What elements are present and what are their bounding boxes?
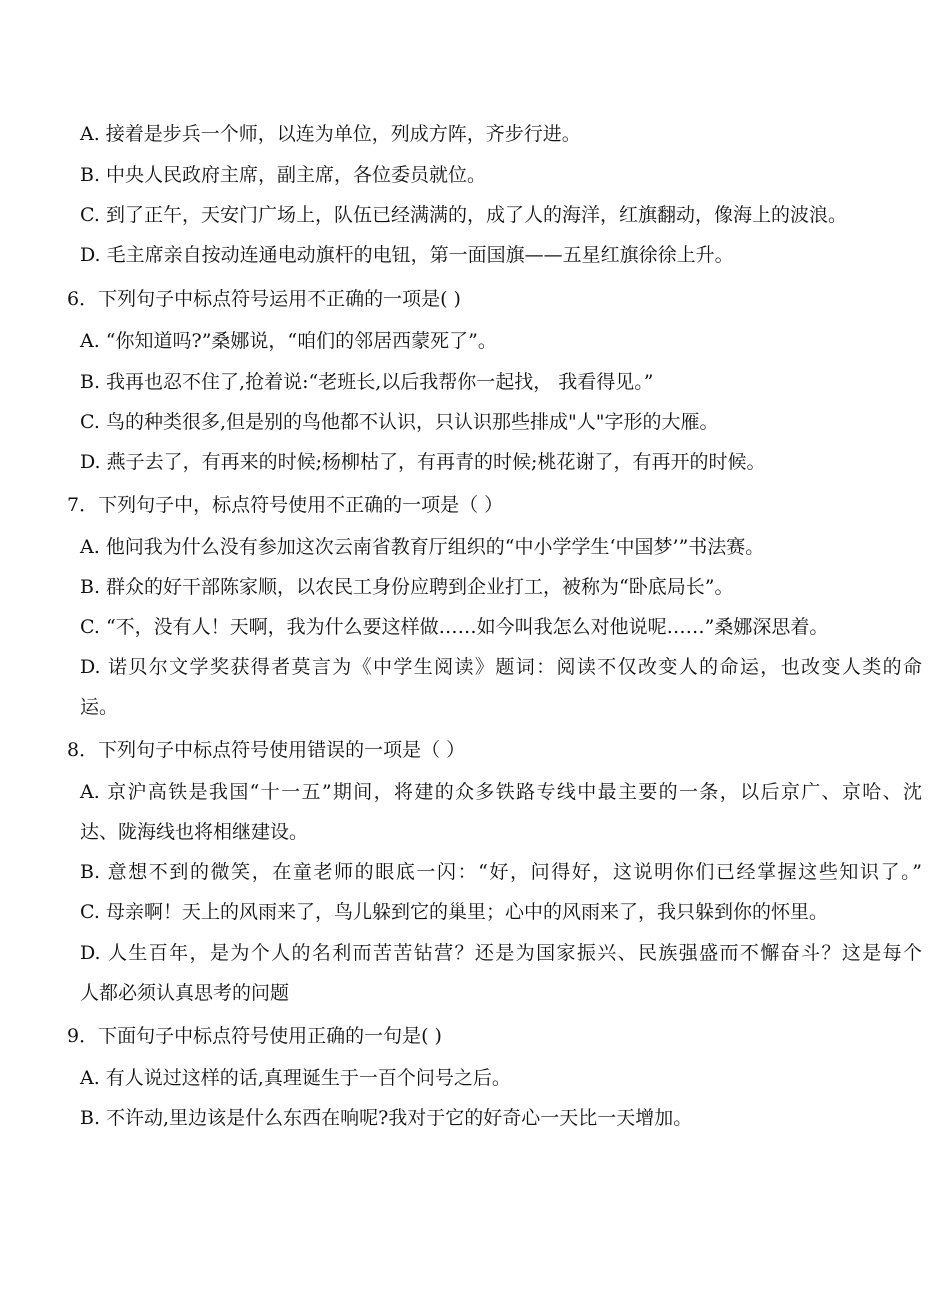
q6-option-d: D. 燕子去了，有再来的时候;杨柳枯了，有再青的时候;桃花谢了，有再开的时候。 [80,451,766,473]
q5-option-a: A. 接着是步兵一个师，以连为单位，列成方阵，齐步行进。 [80,123,581,145]
q7-option-c: C. “不，没有人！天啊，我为什么要这样做……如今叫我怎么对他说呢……”桑娜深思着。 [80,616,829,638]
question-6: 6．下列句子中标点符号运用不正确的一项是( ) [67,288,461,310]
q5-option-b: B. 中央人民政府主席，副主席，各位委员就位。 [80,164,487,186]
q5-option-d: D. 毛主席亲自按动连通电动旗杆的电钮，第一面国旗——五星红旗徐徐上升。 [80,244,734,266]
q7-option-a: A. 他问我为什么没有参加这次云南省教育厅组织的“中小学学生‘中国梦’”书法赛。 [80,536,765,558]
question-9: 9．下面句子中标点符号使用正确的一句是( ) [67,1025,442,1047]
q6-option-c: C. 鸟的种类很多,但是别的鸟他都不认识，只认识那些排成"人"字形的大雁。 [80,411,719,433]
q8-option-c: C. 母亲啊！天上的风雨来了，鸟儿躲到它的巢里；心中的风雨来了，我只躲到你的怀里。 [80,901,828,923]
question-8: 8．下列句子中标点符号使用错误的一项是（ ） [67,739,466,761]
q9-option-a: A. 有人说过这样的话,真理诞生于一百个问号之后。 [80,1067,511,1089]
q5-option-c: C. 到了正午，天安门广场上，队伍已经满满的，成了人的海洋，红旗翻动，像海上的波浪。 [80,204,847,226]
q6-option-a: A. “你知道吗?”桑娜说，“咱们的邻居西蒙死了”。 [80,330,497,352]
question-7: 7．下列句子中，标点符号使用不正确的一项是（ ） [67,494,504,516]
q7-option-d-continued: 运。 [80,696,119,718]
q6-option-b: B. 我再也忍不住了,抢着说:“老班长,以后我帮你一起找， 我看得见。” [80,371,654,393]
q7-option-b: B. 群众的好干部陈家顺，以农民工身份应聘到企业打工，被称为“卧底局长”。 [80,576,734,598]
q9-option-b: B. 不许动,里边该是什么东西在响呢?我对于它的好奇心一天比一天增加。 [80,1107,693,1129]
q7-option-d: D. 诺贝尔文学奖获得者莫言为《中学生阅读》题词：阅读不仅改变人的命运，也改变人类的命 [80,656,922,678]
q8-option-a-continued: 达、陇海线也将相继建设。 [80,821,309,843]
q8-option-d-continued: 人都必须认真思考的问题 [80,982,290,1004]
q8-option-d: D. 人生百年，是为个人的名利而苦苦钻营？还是为国家振兴、民族强盛而不懈奋斗？这是每个 [80,942,922,964]
q8-option-b: B. 意想不到的微笑，在童老师的眼底一闪：“好，问得好，这说明你们已经掌握这些知识了。” [80,861,922,883]
q8-option-a: A. 京沪高铁是我国“十一五”期间，将建的众多铁路专线中最主要的一条，以后京广、京哈、沈 [80,781,922,803]
